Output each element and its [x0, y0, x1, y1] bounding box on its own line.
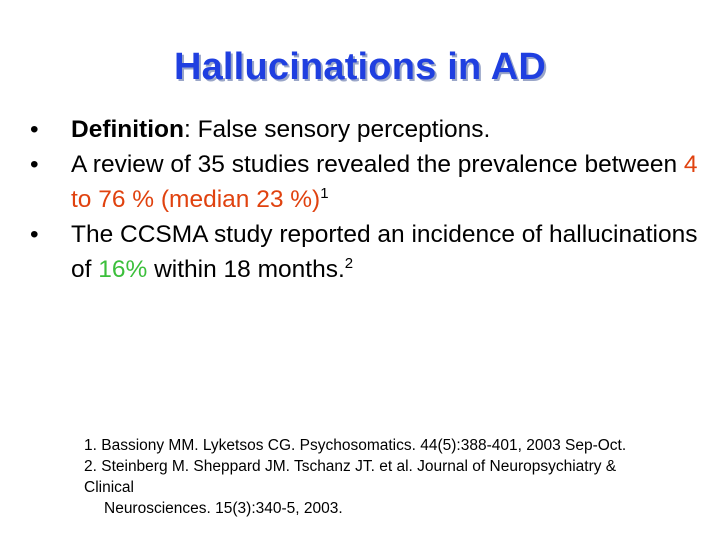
prevalence-citation: 1: [320, 185, 329, 202]
incidence-text-after: within 18 months.: [147, 256, 345, 283]
bullet-item-incidence: [30, 217, 710, 287]
prevalence-highlight: 4 to 76 % (median 23 %): [71, 151, 698, 213]
bullet-list: [30, 112, 710, 287]
references: [84, 435, 714, 519]
reference-2-cont-2: Neurosciences. 15(3):340-5, 2003.: [104, 500, 343, 517]
bullet-icon: •: [30, 221, 39, 248]
incidence-citation: 2: [344, 255, 354, 272]
bullet-item-prevalence: [30, 147, 710, 217]
reference-2: 2. Steinberg M. Sheppard JM. Tschanz JT. et al. Journal of Neuropsychiatry &: [84, 458, 617, 475]
reference-2-cont: Clinical: [84, 479, 134, 496]
incidence-highlight: 16%: [98, 256, 148, 283]
reference-1: 1. Bassiony MM. Lyketsos CG. Psychosomatics. 44(5):388-401, 2003 Sep-Oct.: [84, 437, 627, 454]
definition-text: : False sensory perceptions.: [183, 116, 491, 143]
bullet-item-definition: [30, 112, 710, 147]
bullet-icon: •: [30, 116, 39, 143]
incidence-text: The CCSMA study reported an incidence of hallucinations of: [71, 221, 698, 283]
prevalence-text: A review of 35 studies revealed the prevalence between: [71, 151, 684, 178]
slide-title: Hallucinations in AD: [173, 46, 547, 88]
definition-label: Definition: [71, 116, 184, 143]
bullet-icon: •: [30, 151, 39, 178]
